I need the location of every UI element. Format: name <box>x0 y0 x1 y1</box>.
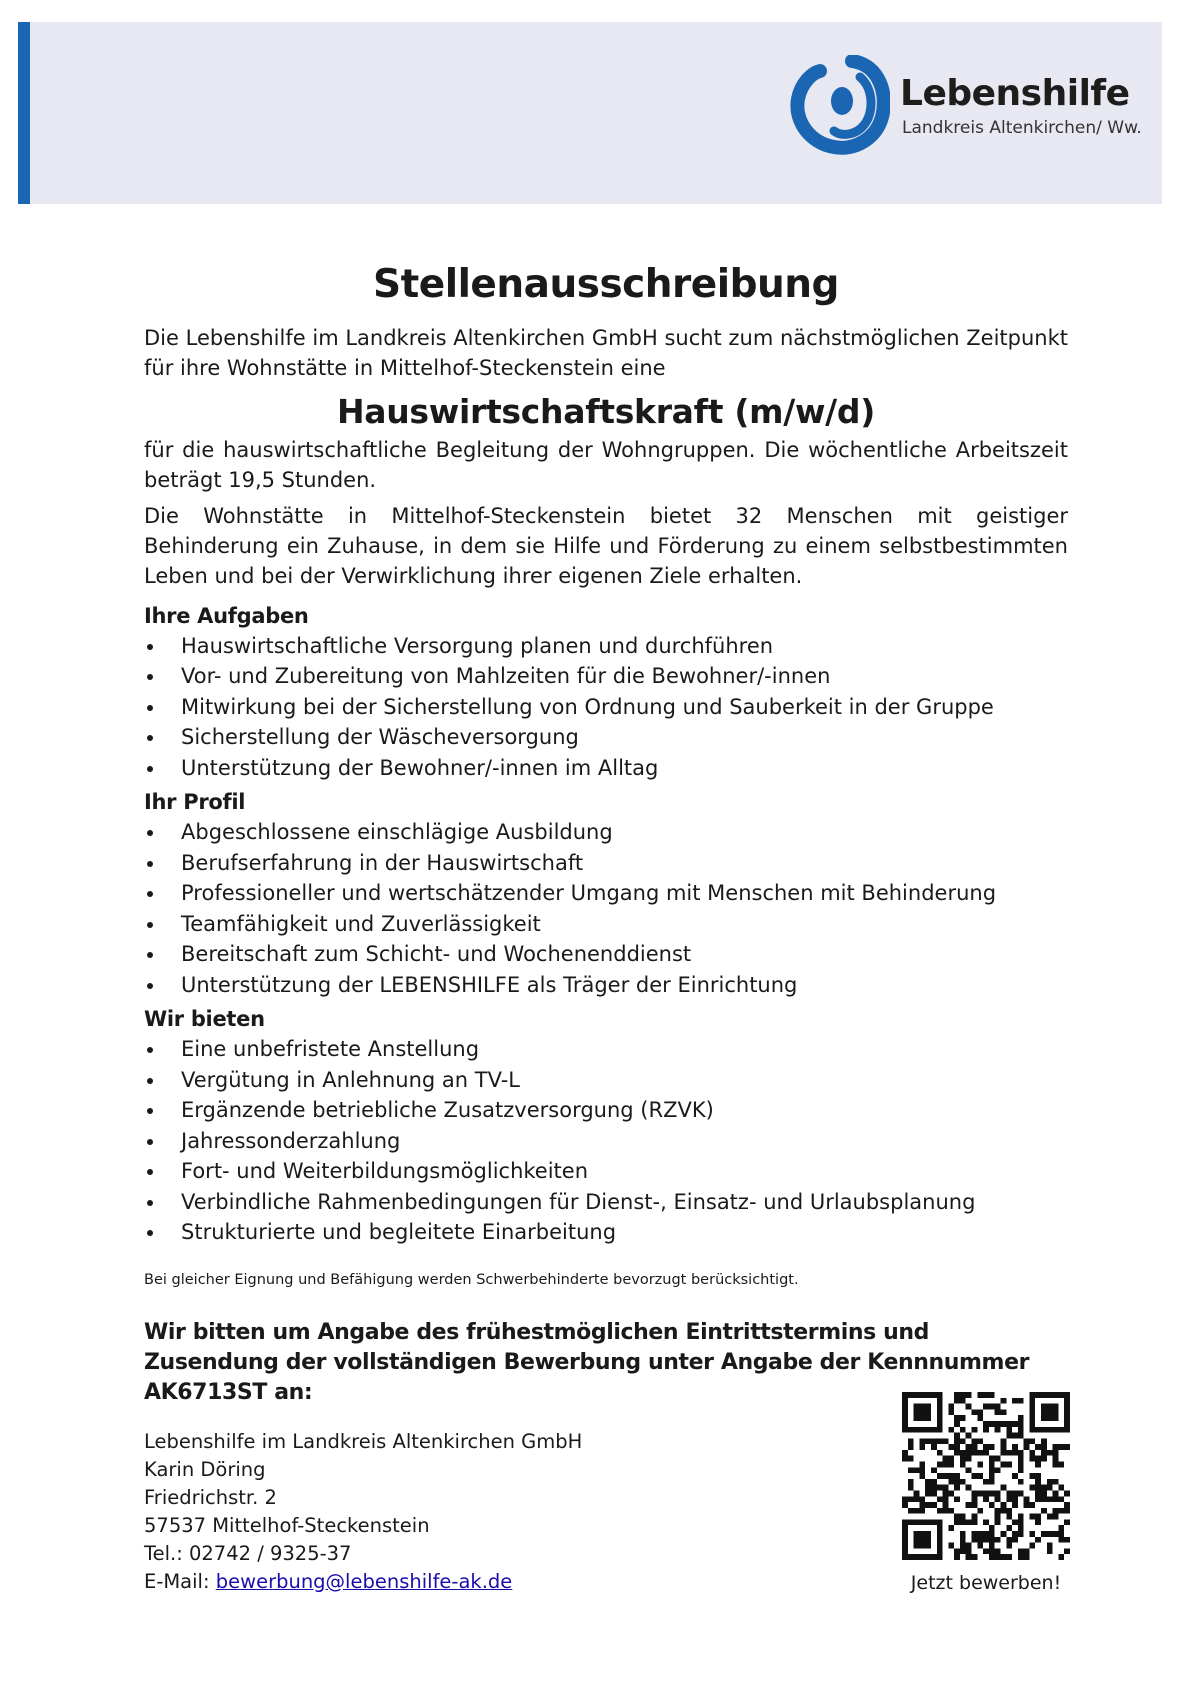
address-city: 57537 Mittelhof-Steckenstein <box>144 1513 430 1537</box>
application-call-to-action: Wir bitten um Angabe des frühestmöglichen Eintrittstermins und Zusendung der vollständigen Bewerbung unter Angabe der Kennnummer AK6713ST an: <box>144 1319 1030 1405</box>
list-item: Mitwirkung bei der Sicherstellung von Ordnung und Sauberkeit in der Gruppe <box>144 692 1068 723</box>
qr-label: Jetzt bewerben! <box>910 1572 1062 1594</box>
paragraph-hours: für die hauswirtschaftliche Begleitung der Wohngruppen. Die wöchentliche Arbeitszeit beträgt 19,5 Stunden. <box>144 437 1068 492</box>
list-item: Unterstützung der Bewohner/-innen im Alltag <box>144 753 1068 784</box>
list-aufgaben <box>144 631 1068 784</box>
logo-subtitle: Landkreis Altenkirchen/ Ww. <box>902 118 1142 138</box>
lebenshilfe-logo-icon <box>790 55 890 155</box>
list-item: Vor- und Zubereitung von Mahlzeiten für die Bewohner/-innen <box>144 661 1068 692</box>
list-item: Professioneller und wertschätzender Umgang mit Menschen mit Behinderung <box>144 878 1068 909</box>
list-item: Verbindliche Rahmenbedingungen für Dienst-, Einsatz- und Urlaubsplanung <box>144 1187 1068 1218</box>
list-item: Jahressonderzahlung <box>144 1126 1068 1157</box>
list-item: Unterstützung der LEBENSHILFE als Träger der Einrichtung <box>144 970 1068 1001</box>
disability-note: Bei gleicher Eignung und Befähigung werden Schwerbehinderte bevorzugt berücksichtigt. <box>144 1271 799 1288</box>
address-street: Friedrichstr. 2 <box>144 1485 277 1509</box>
list-item: Sicherstellung der Wäscheversorgung <box>144 722 1068 753</box>
qr-code-icon[interactable] <box>902 1392 1070 1560</box>
email-label: E-Mail: <box>144 1569 210 1593</box>
intro-text: Die Lebenshilfe im Landkreis Altenkirchen GmbH sucht zum nächstmöglichen Zeitpunkt für ihre Wohnstätte in Mittelhof-Steckenstein eine <box>144 325 1068 380</box>
header-accent-bar <box>18 22 30 204</box>
section-title-aufgaben: Ihre Aufgaben <box>144 603 309 628</box>
list-item: Bereitschaft zum Schicht- und Wochenenddienst <box>144 939 1068 970</box>
section-title-profil: Ihr Profil <box>144 790 246 815</box>
list-item: Vergütung in Anlehnung an TV-L <box>144 1065 1068 1096</box>
lebenshilfe-logo <box>790 55 1150 155</box>
list-item: Fort- und Weiterbildungsmöglichkeiten <box>144 1156 1068 1187</box>
page-title: Stellenausschreibung <box>373 262 839 307</box>
list-item: Abgeschlossene einschlägige Ausbildung <box>144 817 1068 848</box>
address-org: Lebenshilfe im Landkreis Altenkirchen GmbH <box>144 1429 583 1453</box>
list-item: Hauswirtschaftliche Versorgung planen und durchführen <box>144 631 1068 662</box>
list-profil <box>144 817 1068 1000</box>
list-item: Teamfähigkeit und Zuverlässigkeit <box>144 909 1068 940</box>
list-item: Ergänzende betriebliche Zusatzversorgung (RZVK) <box>144 1095 1068 1126</box>
logo-name: Lebenshilfe <box>900 73 1130 114</box>
email-link[interactable]: bewerbung@lebenshilfe-ak.de <box>215 1569 513 1593</box>
address-phone: Tel.: 02742 / 9325-37 <box>144 1541 352 1565</box>
section-title-wir-bieten: Wir bieten <box>144 1007 265 1032</box>
list-item: Strukturierte und begleitete Einarbeitung <box>144 1217 1068 1248</box>
paragraph-description: Die Wohnstätte in Mittelhof-Steckenstein bietet 32 Menschen mit geistiger Behinderung ein Zuhause, in dem sie Hilfe und Förderung zu einem selbstbestimmten Leben und bei der Verwirklichung ihrer eigenen Ziele erhalten. <box>144 503 1068 588</box>
job-title: Hauswirtschaftskraft (m/w/d) <box>336 391 876 431</box>
list-item: Eine unbefristete Anstellung <box>144 1034 1068 1065</box>
address-person: Karin Döring <box>144 1457 266 1481</box>
list-wir-bieten <box>144 1034 1068 1248</box>
list-item: Berufserfahrung in der Hauswirtschaft <box>144 848 1068 879</box>
